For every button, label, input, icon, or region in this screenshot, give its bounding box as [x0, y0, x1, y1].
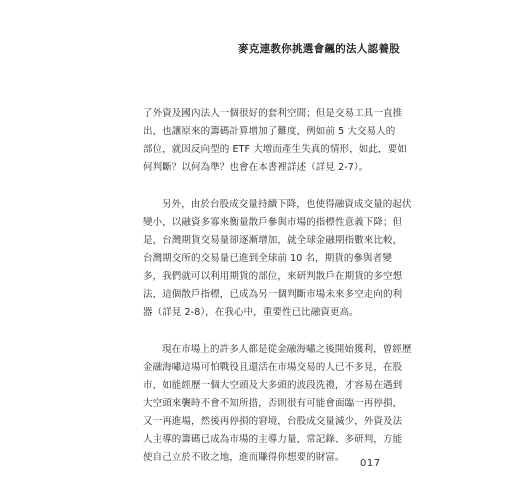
body-text [143, 105, 412, 467]
text-line: 部位，就因反向型的 ETF 大增而產生失真的情形，如此，要如 [143, 144, 407, 155]
paragraph-1 [143, 105, 407, 177]
page-number: 017 [360, 458, 381, 469]
text-line: 器（詳見 2-8），在我心中，重要性已比融資更高。 [143, 307, 359, 318]
text-line: 是，台灣期貨交易量卻逐漸增加，就全球金融期指數來比較， [143, 235, 403, 246]
text-line: 多，我們就可以利用期貨的部位，來研判散戶在期貨的多空想 [143, 271, 403, 282]
text-line: 何判斷？以何為準？也會在本書裡詳述（詳見 2-7）。 [143, 162, 369, 173]
text-line: 使自己立於不敗之地，進而賺得你想要的財富。 [143, 452, 345, 463]
text-line: 出，也讓原來的籌碼計算增加了難度，例如前 5 大交易人的 [143, 126, 396, 137]
running-header: 麥克連教你挑選會飆的法人認養股 [238, 43, 400, 55]
text-line: 大空頭來襲時不會不知所措，否則很有可能會面臨一再停損， [143, 398, 403, 409]
text-line: 又一再進場，然後再停損的窘境，台股成交量減少，外資及法 [143, 416, 403, 427]
paragraph-3 [143, 341, 412, 467]
text-line: 市，如能經歷一個大空頭及大多頭的波段洗禮，才容易在遇到 [143, 380, 403, 391]
text-line: 法，這個散戶指標，已成為另一個判斷市場未來多空走向的利 [143, 289, 403, 300]
text-line: 另外，由於台股成交量持續下降，也使得融資成交量的起伏 [162, 199, 412, 210]
text-line: 了外資及國內法人一個很好的套利空間；但是交易工具一直推 [143, 108, 403, 119]
text-line: 台灣期交所的交易量已進到全球前 10 名，期貨的參與者變 [143, 253, 392, 264]
text-line: 金融海嘯這場可怕戰役且還活在市場交易的人已不多見，在股 [143, 362, 403, 373]
text-line: 人主導的籌碼已成為市場的主導力量，常記錄、多研判，方能 [143, 434, 403, 445]
text-line: 變小，以融資多寡來衡量散戶參與市場的指標性意義下降；但 [143, 217, 403, 228]
text-line: 現在市場上的許多人都是從金融海嘯之後開始獲利，曾經歷 [162, 344, 412, 355]
paragraph-2 [143, 196, 412, 322]
